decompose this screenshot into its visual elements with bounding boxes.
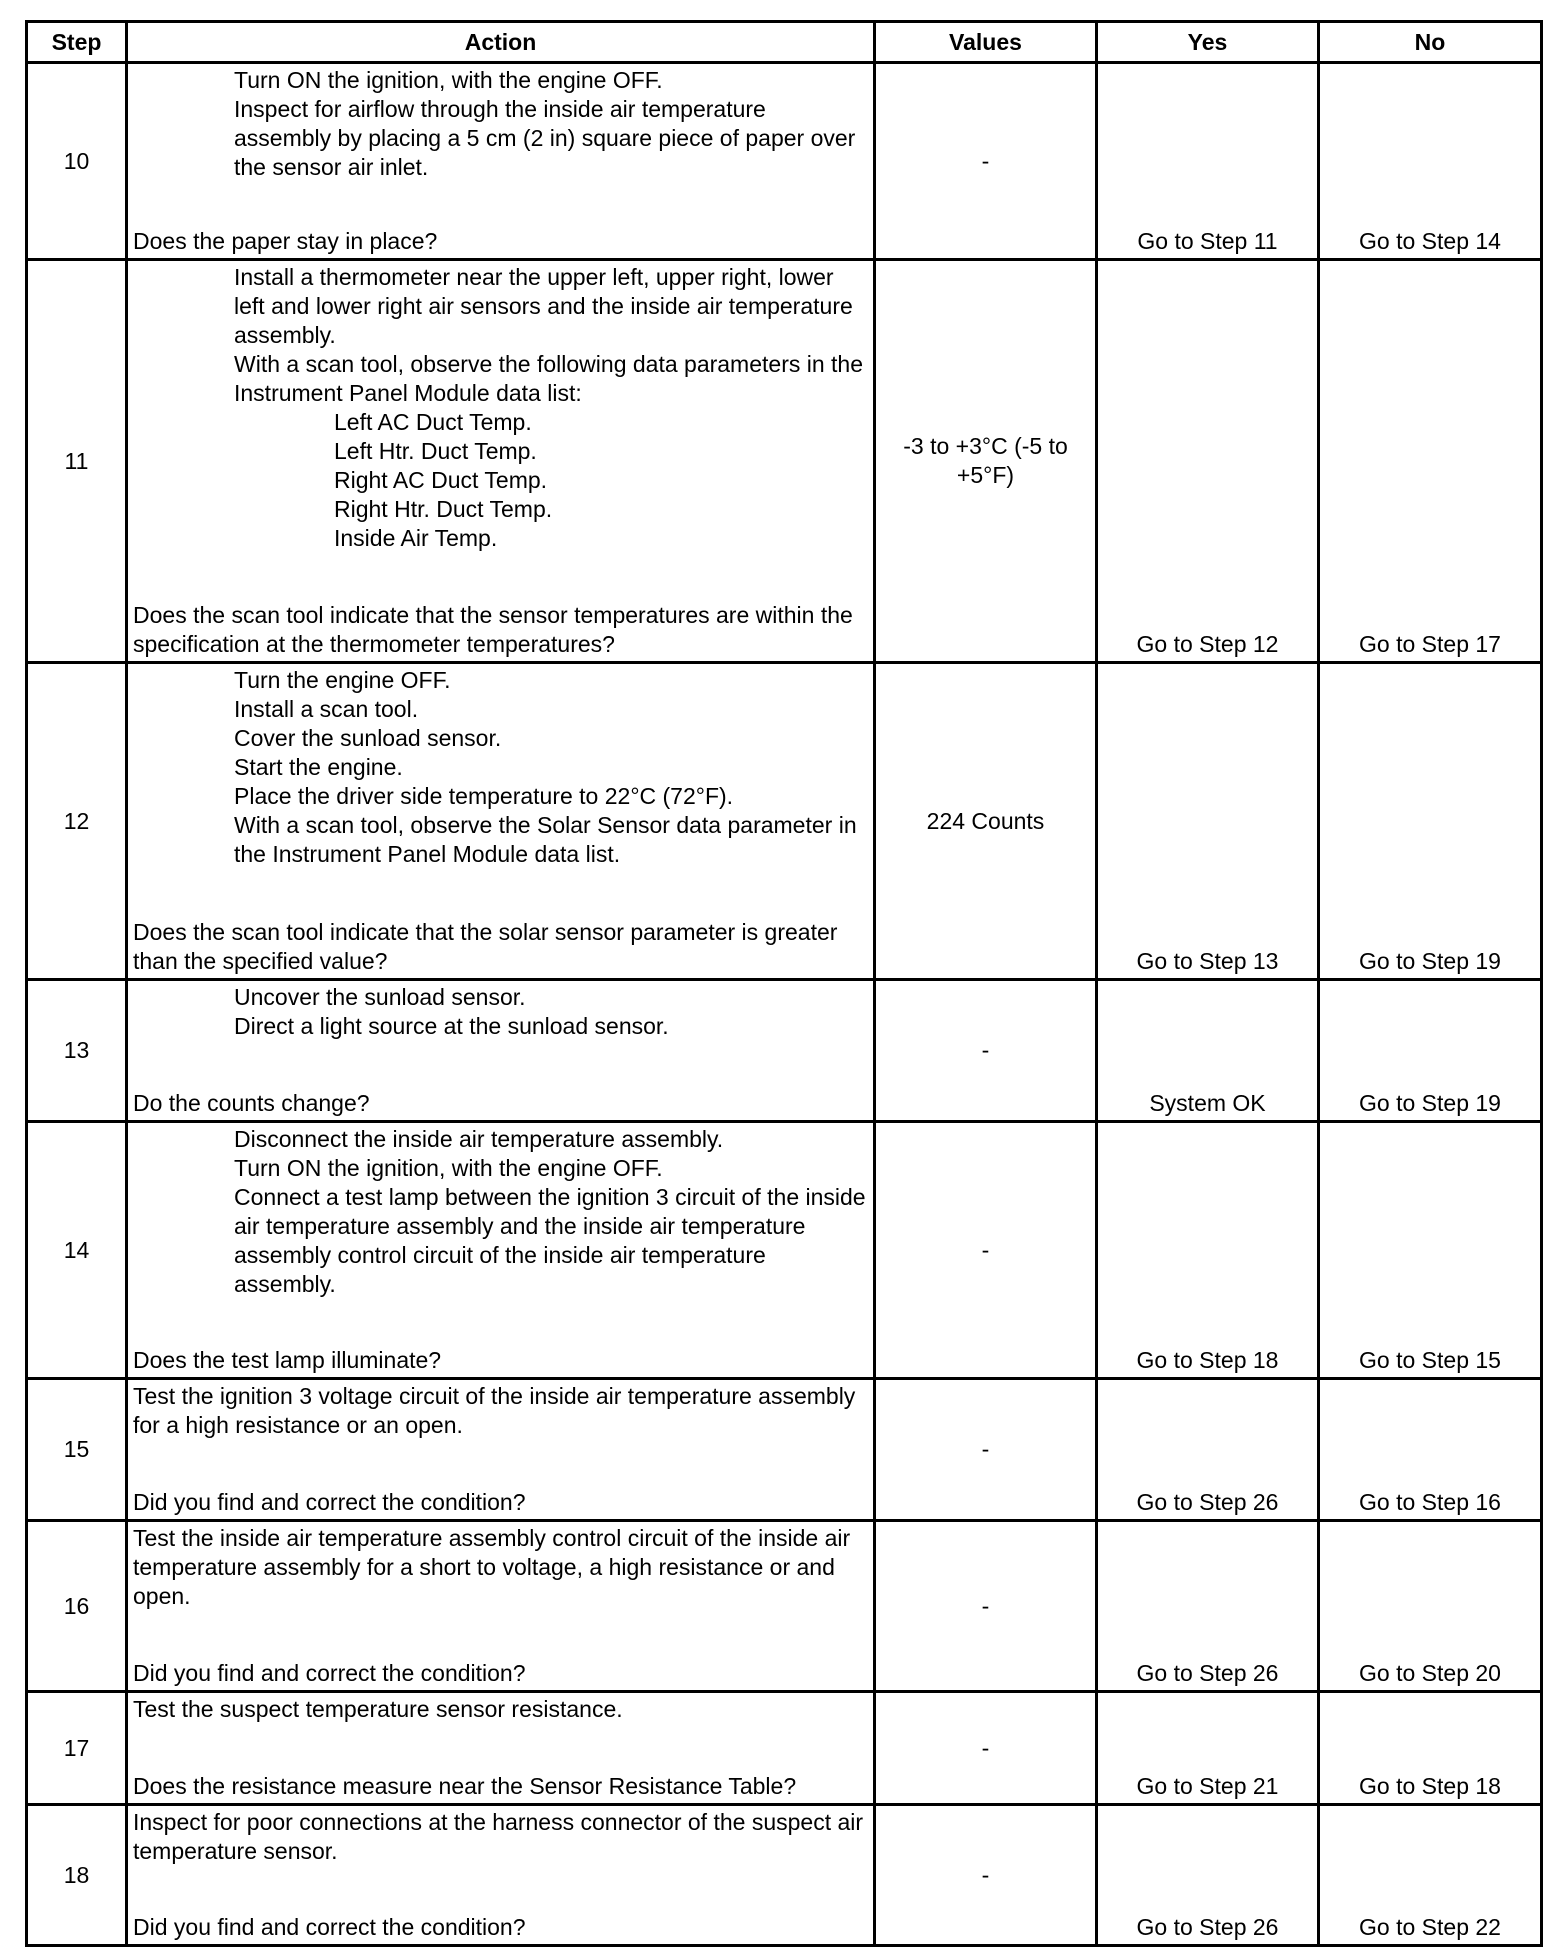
- instruction: Direct a light source at the sunload sensor.: [234, 1013, 669, 1039]
- instruction: Start the engine.: [234, 754, 403, 780]
- values-cell: -: [875, 63, 1097, 260]
- question: Does the scan tool indicate that the solar sensor parameter is greater than the specified value?: [133, 919, 838, 974]
- question: Does the resistance measure near the Sensor Resistance Table?: [133, 1773, 797, 1799]
- instruction: Install a thermometer near the upper left, upper right, lower left and lower right air sensors and the inside air temperature assembly.: [234, 264, 853, 348]
- yes-cell: Go to Step 18: [1097, 1122, 1319, 1379]
- action-cell: [127, 1122, 875, 1379]
- instructions: [133, 983, 867, 1041]
- header-action: Action: [127, 22, 875, 63]
- action-cell: [127, 1379, 875, 1521]
- action-cell: [127, 663, 875, 980]
- step-number: 10: [27, 63, 127, 260]
- yes-cell: Go to Step 21: [1097, 1692, 1319, 1805]
- instructions: [133, 263, 867, 553]
- action-cell: [127, 63, 875, 260]
- question: Does the paper stay in place?: [133, 228, 438, 254]
- table-row: [27, 260, 1542, 663]
- table-row: [27, 1379, 1542, 1521]
- data-parameter: Inside Air Temp.: [334, 525, 498, 551]
- table-row: [27, 663, 1542, 980]
- action-cell: [127, 260, 875, 663]
- yes-cell: System OK: [1097, 980, 1319, 1122]
- instruction: Turn the engine OFF.: [234, 667, 451, 693]
- step-number: 15: [27, 1379, 127, 1521]
- yes-cell: Go to Step 12: [1097, 260, 1319, 663]
- instruction: Turn ON the ignition, with the engine OFF.: [234, 67, 663, 93]
- header-row: [27, 22, 1542, 63]
- no-cell: Go to Step 19: [1319, 663, 1542, 980]
- data-parameter: Left Htr. Duct Temp.: [334, 438, 537, 464]
- data-parameter: Right AC Duct Temp.: [334, 467, 548, 493]
- header-step: Step: [27, 22, 127, 63]
- step-number: 13: [27, 980, 127, 1122]
- instruction: Disconnect the inside air temperature assembly.: [234, 1126, 724, 1152]
- action-cell: [127, 1805, 875, 1946]
- step-number: 14: [27, 1122, 127, 1379]
- instructions: [133, 66, 867, 182]
- no-cell: Go to Step 15: [1319, 1122, 1542, 1379]
- values-cell: -: [875, 1521, 1097, 1692]
- no-cell: Go to Step 20: [1319, 1521, 1542, 1692]
- values-cell: -3 to +3°C (-5 to +5°F): [875, 260, 1097, 663]
- data-parameter: Right Htr. Duct Temp.: [334, 496, 553, 522]
- instruction: Uncover the sunload sensor.: [234, 984, 526, 1010]
- instruction: With a scan tool, observe the following data parameters in the Instrument Panel Module data list:: [234, 351, 864, 406]
- instruction: Turn ON the ignition, with the engine OFF.: [234, 1155, 663, 1181]
- table-row: [27, 1521, 1542, 1692]
- no-cell: Go to Step 14: [1319, 63, 1542, 260]
- values-cell: -: [875, 1805, 1097, 1946]
- no-cell: Go to Step 19: [1319, 980, 1542, 1122]
- action-cell: [127, 980, 875, 1122]
- values-cell: -: [875, 1379, 1097, 1521]
- instruction: Test the suspect temperature sensor resistance.: [133, 1696, 623, 1722]
- instructions: [133, 666, 867, 869]
- data-parameter-list: [234, 408, 867, 553]
- values-cell: -: [875, 1122, 1097, 1379]
- question: Did you find and correct the condition?: [133, 1660, 526, 1686]
- table-row: [27, 980, 1542, 1122]
- question: Does the test lamp illuminate?: [133, 1347, 442, 1373]
- values-cell: -: [875, 1692, 1097, 1805]
- step-number: 18: [27, 1805, 127, 1946]
- action-cell: [127, 1521, 875, 1692]
- step-number: 11: [27, 260, 127, 663]
- instruction: Install a scan tool.: [234, 696, 419, 722]
- instruction: Inspect for poor connections at the harness connector of the suspect air temperature sensor.: [133, 1809, 864, 1864]
- table-row: [27, 1805, 1542, 1946]
- step-number: 16: [27, 1521, 127, 1692]
- data-parameter: Left AC Duct Temp.: [334, 409, 532, 435]
- step-number: 17: [27, 1692, 127, 1805]
- question: Did you find and correct the condition?: [133, 1489, 526, 1515]
- yes-cell: Go to Step 26: [1097, 1521, 1319, 1692]
- question: Does the scan tool indicate that the sensor temperatures are within the specification at the thermometer temperatures?: [133, 602, 853, 657]
- table-row: [27, 1692, 1542, 1805]
- action-cell: [127, 1692, 875, 1805]
- instruction: Connect a test lamp between the ignition 3 circuit of the inside air temperature assembly and the inside air temperature assembly control circuit of the inside air temperature assembly.: [234, 1184, 866, 1297]
- instruction: Test the inside air temperature assembly control circuit of the inside air temperature assembly for a short to voltage, a high resistance or and open.: [133, 1525, 851, 1609]
- no-cell: Go to Step 16: [1319, 1379, 1542, 1521]
- instructions: [133, 1125, 867, 1299]
- yes-cell: Go to Step 26: [1097, 1379, 1319, 1521]
- yes-cell: Go to Step 13: [1097, 663, 1319, 980]
- instruction: Inspect for airflow through the inside air temperature assembly by placing a 5 cm (2 in) square piece of paper over the sensor air inlet.: [234, 96, 856, 180]
- values-cell: -: [875, 980, 1097, 1122]
- header-values: Values: [875, 22, 1097, 63]
- instruction: With a scan tool, observe the Solar Sensor data parameter in the Instrument Panel Module data list.: [234, 812, 857, 867]
- header-yes: Yes: [1097, 22, 1319, 63]
- question: Do the counts change?: [133, 1090, 370, 1116]
- instruction: Cover the sunload sensor.: [234, 725, 502, 751]
- no-cell: Go to Step 22: [1319, 1805, 1542, 1946]
- no-cell: Go to Step 18: [1319, 1692, 1542, 1805]
- no-cell: Go to Step 17: [1319, 260, 1542, 663]
- table-row: [27, 1122, 1542, 1379]
- table-row: [27, 63, 1542, 260]
- instruction: Test the ignition 3 voltage circuit of the inside air temperature assembly for a high resistance or an open.: [133, 1383, 856, 1438]
- diagnostic-table: [25, 20, 1543, 1947]
- values-cell: 224 Counts: [875, 663, 1097, 980]
- header-no: No: [1319, 22, 1542, 63]
- instruction: Place the driver side temperature to 22°C (72°F).: [234, 783, 734, 809]
- yes-cell: Go to Step 26: [1097, 1805, 1319, 1946]
- step-number: 12: [27, 663, 127, 980]
- question: Did you find and correct the condition?: [133, 1914, 526, 1940]
- yes-cell: Go to Step 11: [1097, 63, 1319, 260]
